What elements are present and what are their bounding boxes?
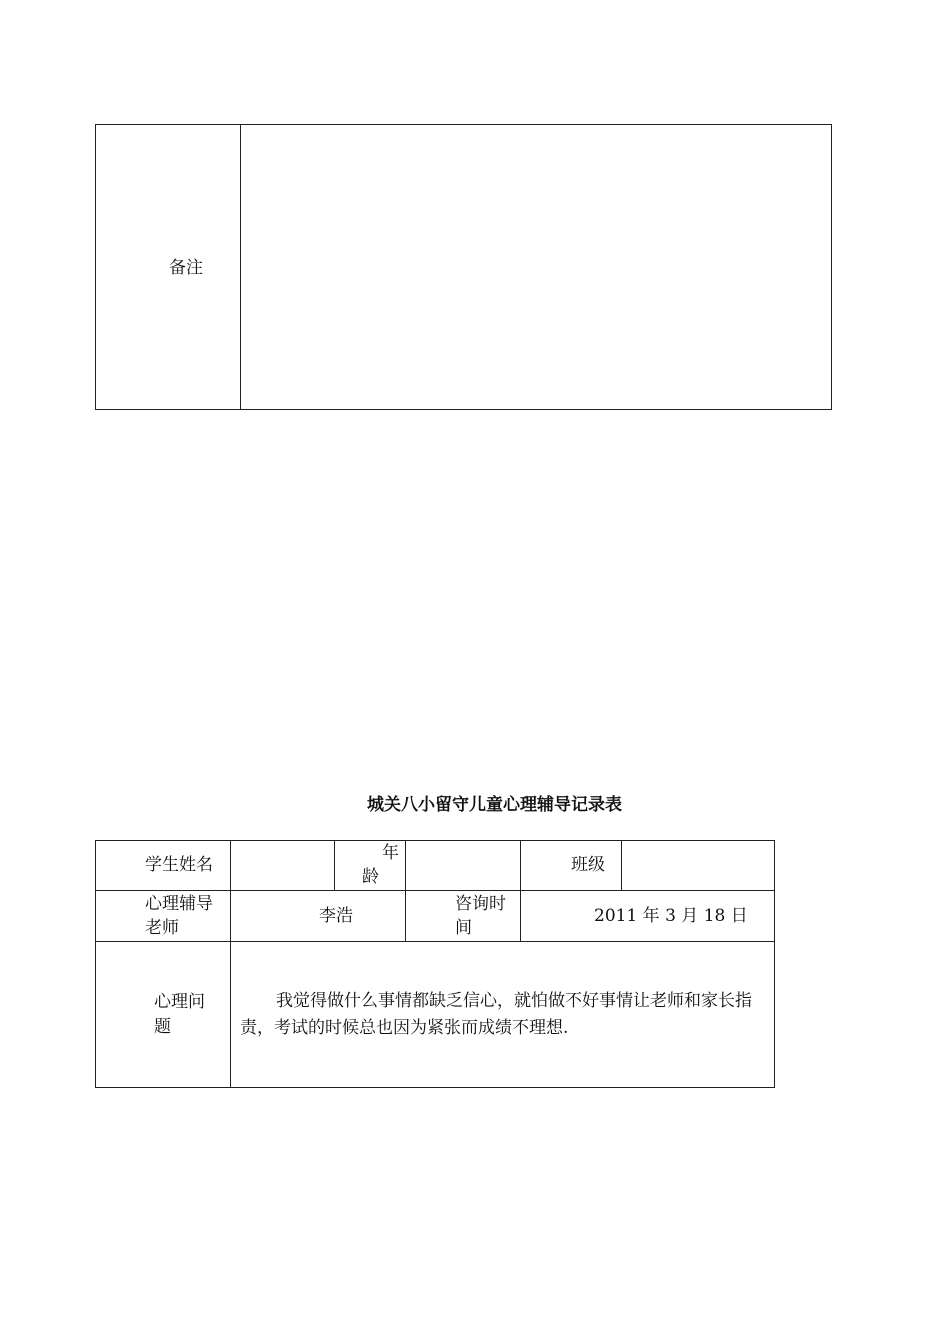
remarks-content-cell: [241, 125, 831, 409]
problem-text: 我觉得做什么事情都缺乏信心，就怕做不好事情让老师和家长指责，考试的时候总也因为紧张而成绩不理想.: [240, 991, 752, 1038]
remarks-label: 备注: [169, 258, 203, 278]
problem-label-line1: 心理问: [154, 992, 205, 1012]
form-title: 城关八小留守儿童心理辅导记录表: [367, 795, 622, 815]
consult-time-value: 2011 年 3 月 18 日: [594, 906, 748, 926]
consult-time-label-line1: 咨询时: [455, 894, 506, 914]
col-divider-class-right: [621, 840, 622, 890]
problem-label-line2: 题: [154, 1017, 171, 1037]
row-divider-1: [95, 890, 775, 891]
class-label: 班级: [571, 855, 605, 875]
col-divider-class-left: [520, 840, 521, 941]
col-divider-age-left: [334, 840, 335, 890]
consult-time-label-line2: 间: [455, 918, 472, 938]
teacher-value: 李浩: [319, 906, 353, 926]
age-label-line1: 年: [382, 843, 399, 863]
teacher-label-line2: 老师: [145, 918, 179, 938]
age-label-line2: 龄: [362, 867, 379, 887]
row-divider-2: [95, 941, 775, 942]
teacher-label-line1: 心理辅导: [145, 894, 213, 914]
student-name-label: 学生姓名: [145, 855, 213, 875]
col-divider-label: [230, 840, 231, 1088]
col-divider-age-right: [405, 840, 406, 941]
